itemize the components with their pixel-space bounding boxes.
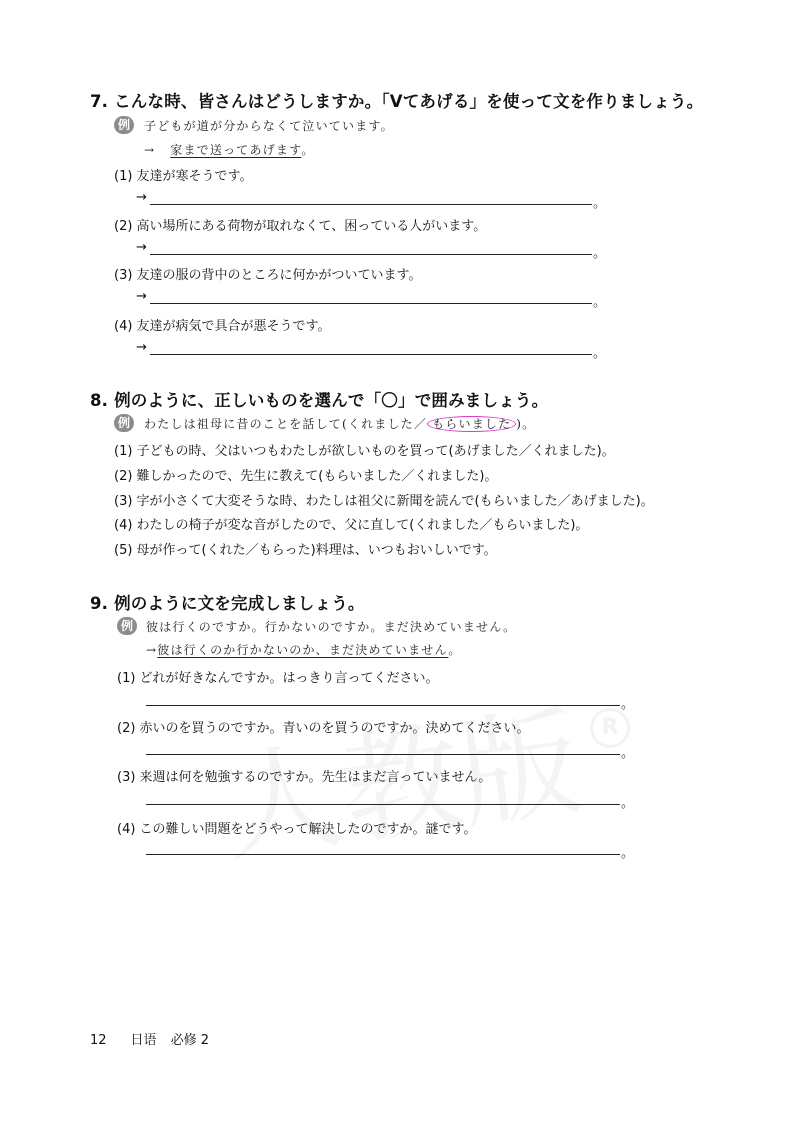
q9-example-period: 。 [448, 643, 462, 657]
q7-example-answer: 家まで送ってあげます [170, 143, 302, 157]
q9-item-4-answer-line[interactable] [146, 854, 620, 855]
q9-item-3-period: 。 [621, 796, 635, 811]
q9-example-sentence: 彼は行くのですか。行かないのですか。まだ決めていません。 [146, 620, 517, 634]
q7-item-2-answer-line[interactable] [150, 254, 592, 255]
q9-item-3-label: (3) 来週は何を勉強するのですか。先生はまだ言っていません。 [117, 770, 492, 785]
page-footer [90, 1029, 223, 1048]
q8-item-3: (3) 字が小さくて大変そうな時、わたしは祖父に新聞を読んで(もらいました／あげました)。 [114, 494, 654, 509]
q8-example-prefix: わたしは祖母に昔のことを話して(くれました／ [144, 417, 428, 431]
q8-item-5: (5) 母が作って(くれた／もらった)料理は、いつもおいしいです。 [114, 543, 497, 558]
q7-item-2-arrow: → [136, 240, 147, 255]
q9-item-2-answer-line[interactable] [146, 754, 620, 755]
q7-item-4-label: (4) 友達が病気で具合が悪そうです。 [114, 319, 331, 334]
q9-item-1-answer-line[interactable] [146, 705, 620, 706]
q7-item-3-label: (3) 友達の服の背中のところに何かがついています。 [114, 268, 422, 283]
q9-item-4-label: (4) この難しい問題をどうやって解決したのですか。謎です。 [117, 822, 477, 837]
q7-item-3-answer-line[interactable] [150, 303, 592, 304]
q8-item-2: (2) 難しかったので、先生に教えて(もらいました／くれました)。 [114, 469, 498, 484]
q7-item-4-arrow: → [136, 340, 147, 355]
q9-example-answer-line [146, 641, 462, 658]
q9-item-1-period: 。 [621, 697, 635, 712]
q8-example-badge: 例 [114, 414, 134, 432]
q7-item-4-answer-line[interactable] [150, 354, 592, 355]
q9-item-1-label: (1) どれが好きなんですか。はっきり言ってください。 [117, 671, 439, 686]
q8-example-line [144, 415, 535, 432]
q7-example-arrow: → [144, 143, 156, 157]
q8-example-circled-answer: もらいました [427, 416, 516, 432]
book-volume: 必修 2 [170, 1033, 209, 1048]
q7-item-4-period: 。 [593, 346, 607, 361]
q8-item-4: (4) わたしの椅子が変な音がしたので、父に直して(くれました／もらいました)。 [114, 518, 589, 533]
q7-example-badge: 例 [114, 116, 134, 134]
q9-example-badge: 例 [117, 617, 137, 635]
q7-item-1-label: (1) 友達が寒そうです。 [114, 169, 253, 184]
q9-example-arrow: → [146, 643, 158, 657]
q9-item-2-label: (2) 赤いのを買うのですか。青いのを買うのですか。決めてください。 [117, 721, 530, 736]
q7-item-1-period: 。 [593, 196, 607, 211]
q8-example-suffix: )。 [516, 417, 536, 431]
q7-example-answer-line [144, 141, 315, 158]
book-title: 日语 [130, 1033, 157, 1048]
q7-item-2-period: 。 [593, 246, 607, 261]
q9-item-2-period: 。 [621, 746, 635, 761]
q8-heading: 8. 例のように、正しいものを選んで「〇」で囲みましょう。 [90, 391, 549, 410]
q9-example-answer: 彼は行くのか行かないのか、まだ決めていません [157, 643, 449, 657]
q7-item-3-arrow: → [136, 289, 147, 304]
q7-heading: 7. こんな時、皆さんはどうしますか。「Vてあげる」を使って文を作りましょう。 [90, 92, 704, 111]
q9-item-3-answer-line[interactable] [146, 804, 620, 805]
q8-item-1: (1) 子どもの時、父はいつもわたしが欲しいものを買って(あげました／くれました)。 [114, 444, 615, 459]
q7-item-3-period: 。 [593, 295, 607, 310]
q7-item-1-arrow: → [136, 190, 147, 205]
q7-example-period: 。 [301, 143, 315, 157]
page-number: 12 [90, 1033, 107, 1048]
registered-mark-icon: R [590, 708, 630, 748]
q7-example-sentence: 子どもが道が分からなくて泣いています。 [144, 119, 394, 133]
q7-item-2-label: (2) 高い場所にある荷物が取れなくて、困っている人がいます。 [114, 219, 487, 234]
q9-item-4-period: 。 [621, 846, 635, 861]
q9-heading: 9. 例のように文を完成しましょう。 [90, 594, 365, 613]
q7-item-1-answer-line[interactable] [150, 204, 592, 205]
